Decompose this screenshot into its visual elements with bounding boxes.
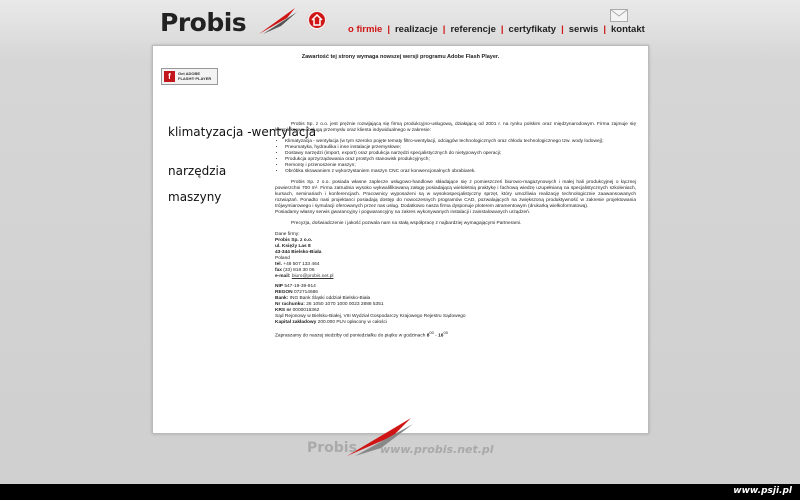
- header: [0, 0, 800, 44]
- partners-paragraph: Precyzja, doświadczenie i jakość pozwala nam na stałą współpracę z najbardziej wymagającymi Partnerami.: [291, 221, 522, 226]
- list-item: • Produkcja oprzyrządowania oraz prostych stanowisk produkcyjnych;: [285, 157, 636, 163]
- intro-paragraph: Probis Sp. z o.o. jest prężnie rozwijającą się firmą produkcyjno-usługową, działającą od 2001 r. na rynku polskim oraz międzynarodowym. Firma zajmuje się kompleksową obsługą przemysłu oraz klienta indywidualnego w zakresie:: [275, 122, 636, 133]
- mail-icon[interactable]: [610, 9, 628, 22]
- facilities-paragraph: Probis Sp. z o.o. posiada własne zaplecze usługowo-handlowe składające się z pomieszczeń biurowo-magazynowych i małej hali produkcyjnej o łącznej powierzchni 700 m². Firma zatrudnia wysoko wykwalifikowaną załogę posiadającą wieloletnią praktykę i fachową wiedzę uzupełnianą na specjalistycznych szkoleniach, kursach, seminariach i konferencjach. Pracownicy wyposażeni są w wysokospecjalistyczny sprzęt, który umożliwia realizację technologicznie zaawansowanych rozwiązań. Ponadto nasi projektanci posiadają dostęp do nowoczesnych programów CAD, pozwalających na zwiększoną produktywność w zakresie projektowania trójwymiarowego i symulacji oferowanych przez nas usług. Dodatkowo nasza firma dysponuje ploterem atramentowym (drukarką wielkoformatową).: [275, 180, 636, 209]
- services-list: [275, 139, 636, 175]
- list-item: • Remonty i przenoszenie maszyn;: [285, 163, 636, 169]
- service-paragraph: Posiadamy własny serwis gwarancyjny i pogwarancyjny na zakres wykonywanych instalacji i zainstalowanych urządzeń.: [275, 210, 531, 215]
- flash-button-label: Get ADOBE FLASH® PLAYER: [178, 71, 212, 81]
- nav-separator: |: [500, 24, 504, 35]
- content-panel: [152, 45, 649, 434]
- nav-item-realizacje[interactable]: realizacje: [394, 24, 438, 35]
- home-icon[interactable]: [307, 10, 327, 30]
- nav-separator: |: [603, 24, 606, 35]
- brand-logo[interactable]: Probis: [160, 8, 247, 37]
- sidebar-item-klimatyzacja[interactable]: klimatyzacja -wentylacja: [168, 125, 317, 139]
- nav-item-o-firmie[interactable]: o firmie: [348, 24, 383, 35]
- get-flash-player-button[interactable]: [161, 68, 218, 85]
- flash-notice: Zawartość tej strony wymaga nowszej wersji programu Adobe Flash Player.: [301, 54, 500, 60]
- flash-logo-icon: f: [164, 71, 175, 82]
- nav-item-kontakt[interactable]: kontakt: [611, 24, 645, 35]
- list-item: • Dostawy narzędzi (import, export) oraz produkcja narzędzi specjalistycznych do nietypowych operacji;: [285, 151, 636, 157]
- list-item: • Pneumatyka, hydraulika i inne instalacje przemysłowe;: [285, 145, 636, 151]
- about-content: [275, 122, 636, 340]
- list-item: • Obróbka skrawaniem z wykorzystaniem maszyn CNC oraz konwencjonalnych obrabiarek.: [285, 169, 636, 175]
- main-nav: [344, 24, 649, 35]
- nav-separator: |: [387, 24, 390, 35]
- nav-item-referencje[interactable]: referencje: [450, 24, 496, 35]
- sidebar-item-maszyny[interactable]: maszyny: [168, 190, 222, 204]
- nav-item-certyfikaty[interactable]: certyfikaty: [508, 24, 557, 35]
- fax-number: (33) 818 30 06: [283, 268, 315, 273]
- list-item: • Klimatyzacja - wentylacja (w tym szeroko pojęte tematy filtro-wentylacji, odciągów technologicznych oraz chłodu technologicznego tzw. wody lodowej);: [285, 139, 636, 145]
- footer-logo: Probis: [307, 440, 357, 456]
- office-hours: Zapraszamy do naszej siedziby od poniedziałku do piątku w godzinach $8^{00} - 16^{00}$: [275, 330, 448, 339]
- nav-item-serwis[interactable]: serwis: [568, 24, 599, 35]
- email-link[interactable]: biuro@probis.net.pl: [291, 274, 334, 279]
- sidebar-item-narzedzia[interactable]: narzędzia: [168, 164, 227, 178]
- phone-number: +48 507 133 464: [283, 262, 320, 267]
- watermark-bar: [0, 484, 800, 500]
- logo-swoosh-icon: [257, 6, 299, 36]
- watermark-text: www.psji.pl: [733, 486, 792, 496]
- nav-separator: |: [561, 24, 564, 35]
- footer-url[interactable]: www.probis.net.pl: [380, 443, 494, 456]
- company-address: Dane firmy: Probis Sp. z o.o. ul. Księży Las 8 43-344 Bielsko-Biała Poland tel. +48 507 133 464 fax (33) 818 30 06 e-mail: biuro@probis.net.pl: [275, 232, 334, 279]
- nav-separator: |: [442, 24, 446, 35]
- company-registration: NIP 547-19-39-914 REGON 072714686 Bank: ING Bank Śląski oddział Bielsko-Biała Nr rachunku: 26 1050 1070 1000 0023 2888 5351 KRS nr 0000016362 Sąd Rejonowy w Bielsku-Białej, VIII Wydział Gospodarczy Krajowego Rejestru Sądowego Kapitał zakładowy 200.000 PLN opłacony w całości: [275, 284, 466, 325]
